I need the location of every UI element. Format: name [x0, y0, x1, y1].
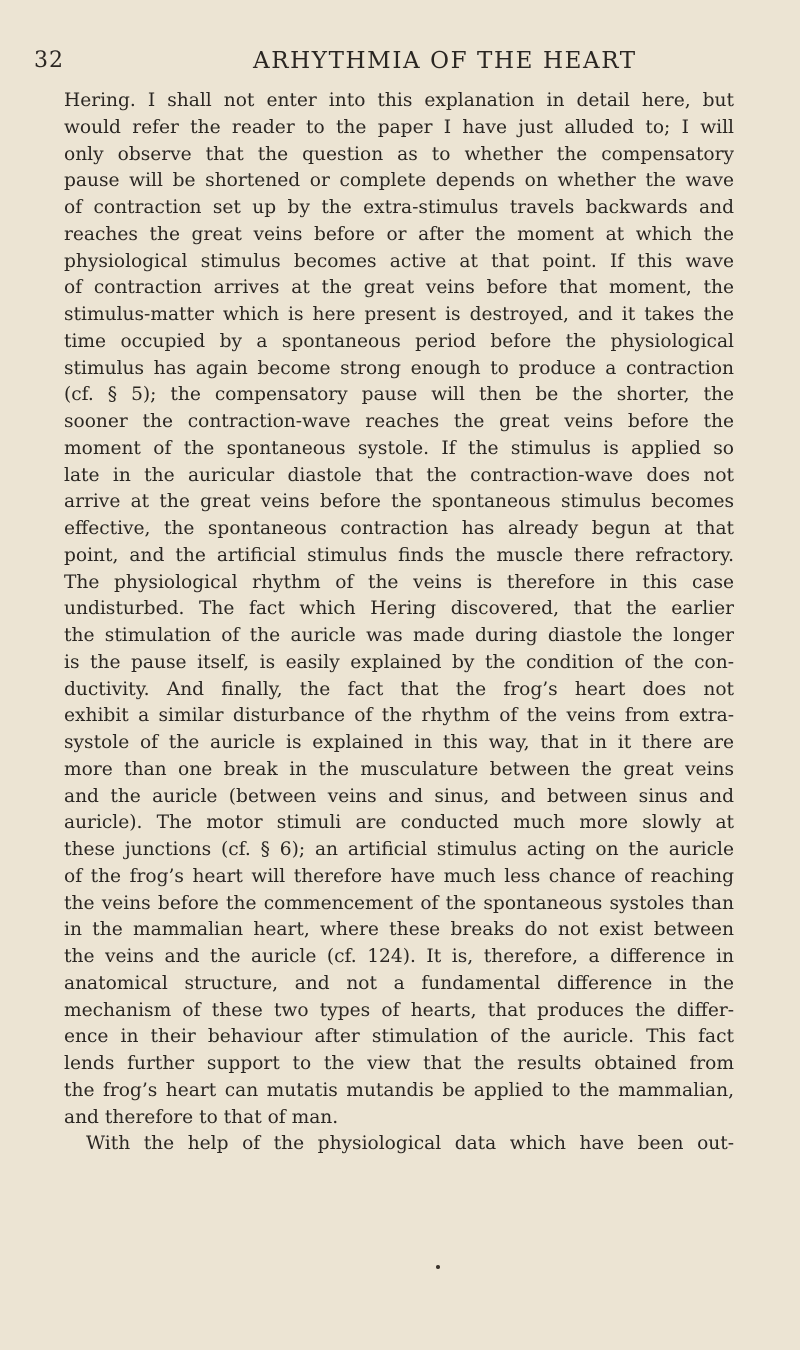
- text-line: The physiological rhythm of the veins is therefore in this case: [64, 571, 734, 593]
- text-line: ence in their behaviour after stimulation of the auricle. This fact: [64, 1026, 734, 1048]
- text-line: arrive at the great veins before the spontaneous stimulus becomes: [64, 491, 734, 513]
- text-line: moment of the spontaneous systole. If the stimulus is applied so: [64, 437, 734, 459]
- text-line: of contraction set up by the extra-stimulus travels backwards and: [64, 197, 734, 218]
- text-line: the stimulation of the auricle was made during diastole the longer: [64, 625, 734, 646]
- page-number: 32: [34, 48, 64, 73]
- text-line: Hering. I shall not enter into this explanation in detail here, but: [64, 90, 734, 111]
- text-line: of contraction arrives at the great veins before that moment, the: [64, 277, 734, 299]
- text-line: these junctions (cf. § 6); an artificial stimulus acting on the auricle: [64, 839, 734, 860]
- text-line: is the pause itself, is easily explained by the condition of the con-: [64, 651, 734, 673]
- text-line: point, and the artificial stimulus finds the muscle there refractory.: [64, 544, 734, 566]
- text-line: ductivity. And finally, the fact that the frog’s heart does not: [64, 678, 734, 700]
- text-line: the veins and the auricle (cf. 124). It is, therefore, a difference in: [64, 946, 734, 967]
- text-line: stimulus has again become strong enough to produce a contraction: [64, 357, 734, 379]
- page-header: [34, 48, 734, 80]
- text-line-paragraph-start: With the help of the physiological data which have been out-: [86, 1133, 734, 1155]
- text-line: time occupied by a spontaneous period before the physiological: [64, 330, 734, 352]
- text-line: physiological stimulus becomes active at that point. If this wave: [64, 250, 734, 272]
- text-line: lends further support to the view that the results obtained from: [64, 1053, 734, 1074]
- text-line: late in the auricular diastole that the contraction-wave does not: [64, 464, 734, 486]
- text-line: and the auricle (between veins and sinus, and between sinus and: [64, 785, 734, 807]
- text-line: sooner the contraction-wave reaches the great veins before the: [64, 411, 734, 432]
- text-line: would refer the reader to the paper I have just alluded to; I will: [64, 116, 734, 138]
- text-line: reaches the great veins before or after the moment at which the: [64, 223, 734, 245]
- text-line: the veins before the commencement of the spontaneous systoles than: [64, 892, 734, 914]
- text-line: stimulus-matter which is here present is destroyed, and it takes the: [64, 304, 734, 325]
- text-line: of the frog’s heart will therefore have much less chance of reaching: [64, 865, 734, 887]
- text-line: (cf. § 5); the compensatory pause will then be the shorter, the: [64, 384, 734, 406]
- text-line: undisturbed. The fact which Hering discovered, that the earlier: [64, 598, 734, 620]
- text-line: mechanism of these two types of hearts, that produces the differ-: [64, 999, 734, 1021]
- text-line: more than one break in the musculature between the great veins: [64, 758, 734, 780]
- text-line: exhibit a similar disturbance of the rhythm of the veins from extra-: [64, 705, 734, 727]
- text-line: in the mammalian heart, where these breaks do not exist between: [64, 919, 734, 941]
- text-line: the frog’s heart can mutatis mutandis be applied to the mammalian,: [64, 1079, 734, 1101]
- text-line: systole of the auricle is explained in this way, that in it there are: [64, 732, 734, 753]
- text-line-paragraph-end: and therefore to that of man.: [64, 1106, 339, 1128]
- text-line: only observe that the question as to whether the compensatory: [64, 143, 734, 165]
- text-line: auricle). The motor stimuli are conducted much more slowly at: [64, 812, 734, 834]
- running-title: ARHYTHMIA OF THE HEART: [253, 48, 637, 74]
- text-line: pause will be shortened or complete depends on whether the wave: [64, 170, 734, 192]
- print-speck: [436, 1265, 440, 1269]
- body-text: [64, 88, 734, 1158]
- text-line: effective, the spontaneous contraction has already begun at that: [64, 518, 734, 539]
- text-line: anatomical structure, and not a fundamental difference in the: [64, 972, 734, 994]
